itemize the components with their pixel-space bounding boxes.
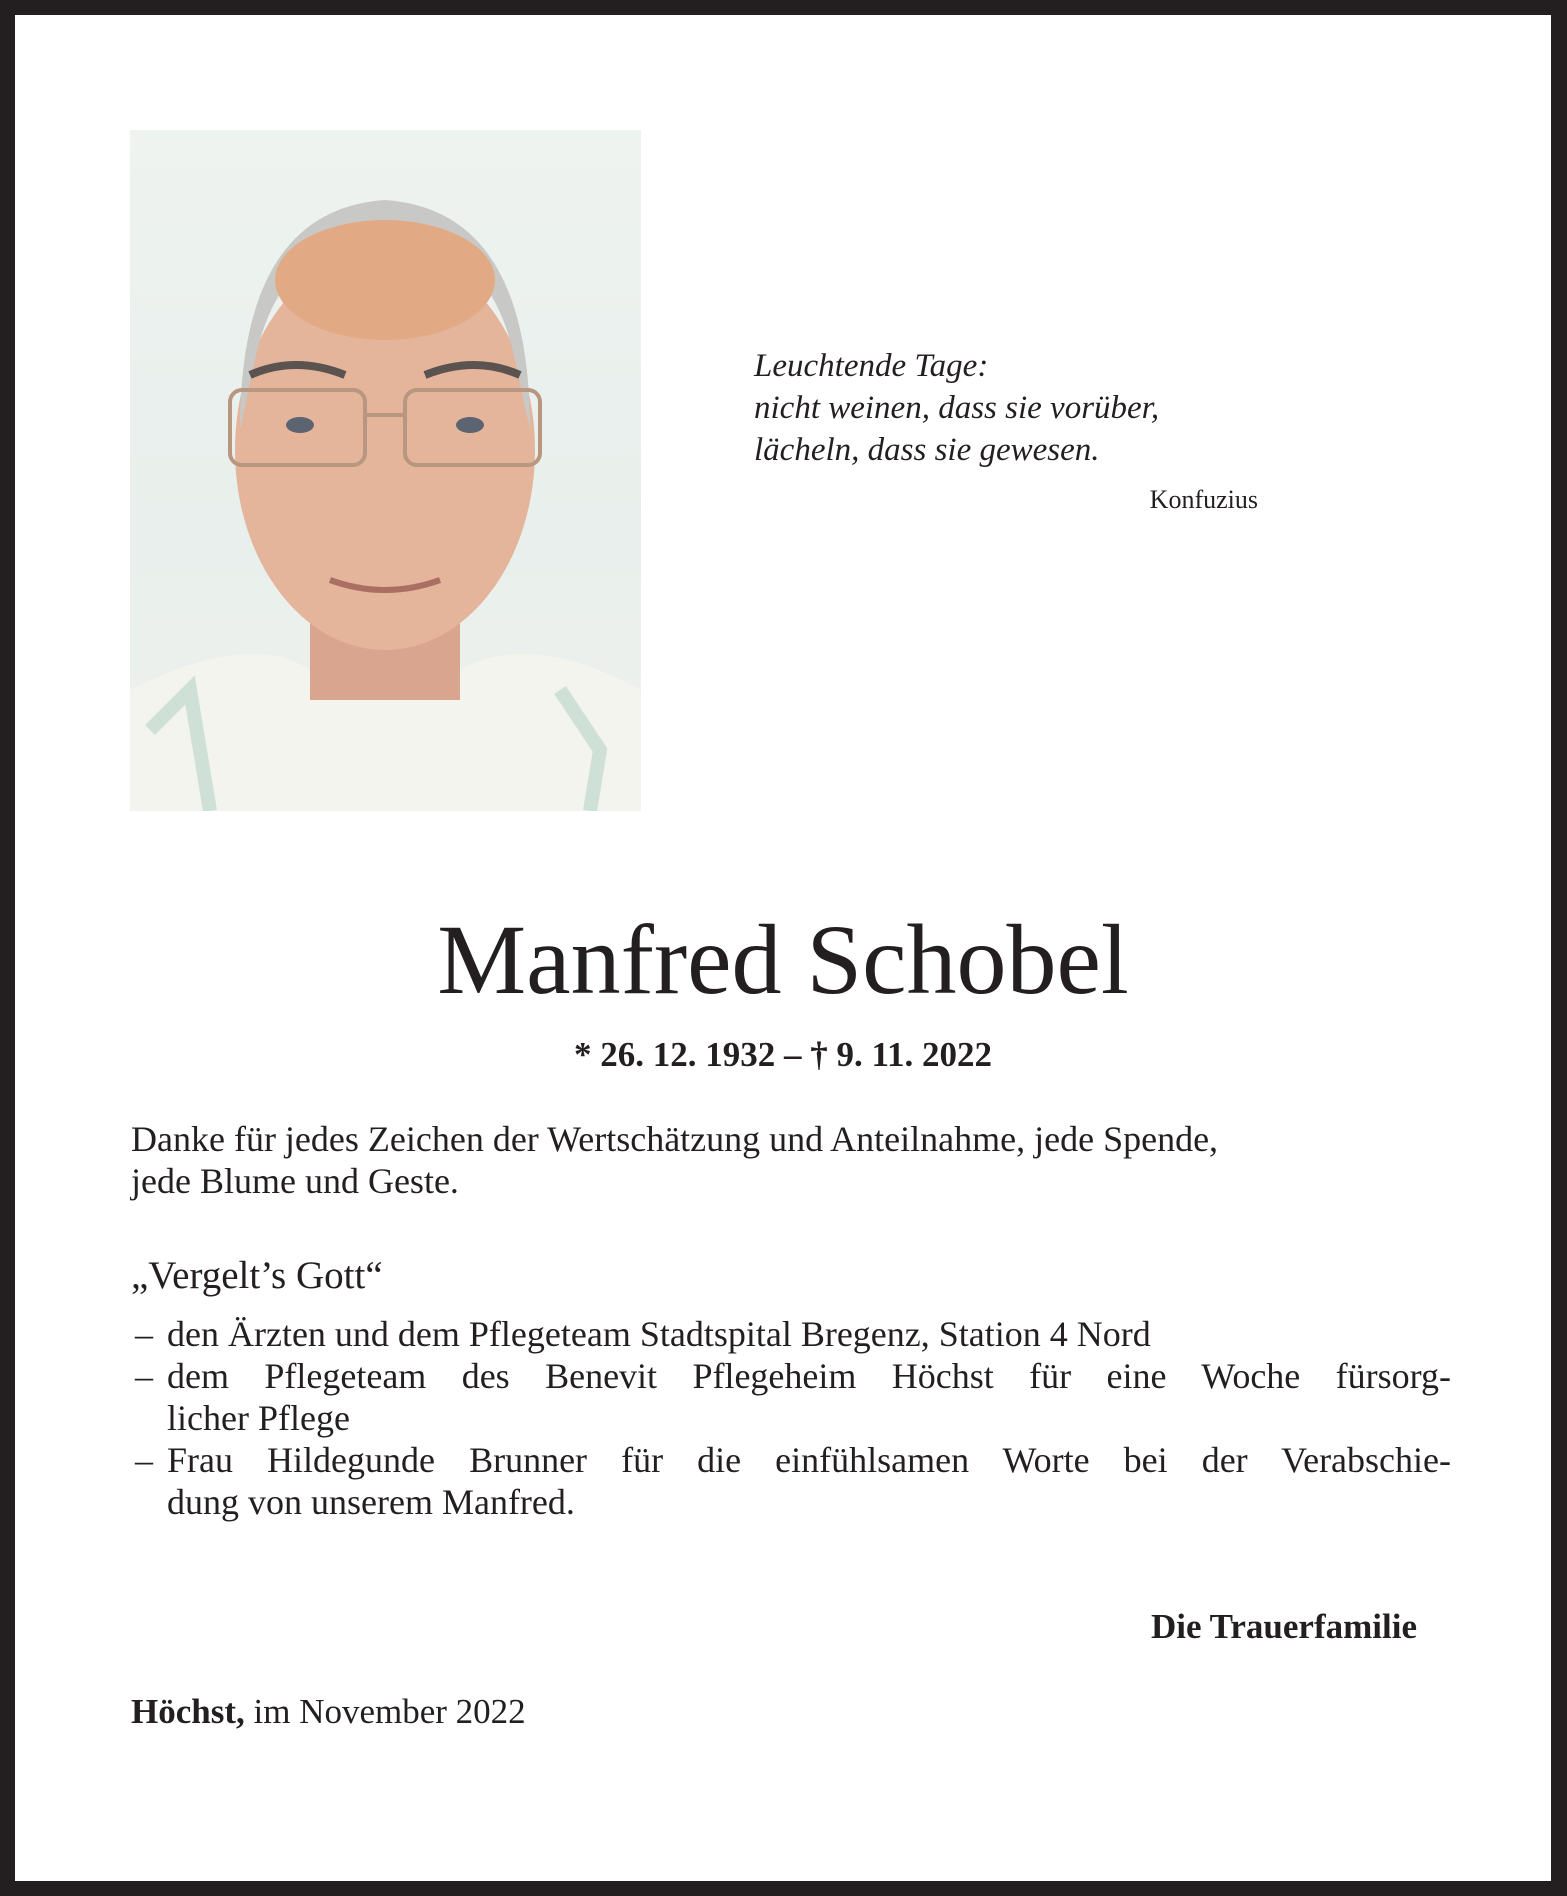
deceased-name: Manfred Schobel: [437, 904, 1129, 1015]
signature: Die Trauerfamilie: [1151, 1607, 1417, 1646]
thanks-list: [131, 1313, 1451, 1523]
text-line: licher Pflege: [167, 1398, 350, 1438]
text-line: dem Pflegeteam des Benevit Pflegeheim Höchst für eine Woche fürsorg-: [167, 1356, 1451, 1396]
list-item: [131, 1313, 1451, 1355]
town: Höchst,: [131, 1692, 245, 1731]
text-line: dung von unserem Manfred.: [167, 1482, 575, 1522]
thanks-title: „Vergelt’s Gott“: [131, 1254, 383, 1297]
place-date: [131, 1692, 526, 1732]
list-item: [131, 1439, 1451, 1523]
life-dates: * 26. 12. 1932 – † 9. 11. 2022: [573, 1035, 993, 1074]
text-line: den Ärzten und dem Pflegeteam Stadtspital Bregenz, Station 4 Nord: [167, 1314, 1151, 1354]
list-item: [131, 1355, 1451, 1439]
quote-author: Konfuzius: [1149, 485, 1258, 514]
thank-you-text: [131, 1118, 1218, 1202]
dash-bullet: –: [135, 1314, 153, 1354]
text-line: Danke für jedes Zeichen der Wertschätzung und Anteilnahme, jede Spende,: [131, 1119, 1219, 1159]
portrait-photo: [130, 130, 641, 811]
date-text: im November 2022: [253, 1692, 526, 1731]
dash-bullet: –: [135, 1356, 153, 1396]
quote: [754, 345, 1159, 471]
text-line: Frau Hildegunde Brunner für die einfühlsamen Worte bei der Verabschie-: [167, 1440, 1451, 1480]
quote-line: Leuchtende Tage:: [754, 348, 989, 384]
text-line: jede Blume und Geste.: [131, 1161, 459, 1201]
obituary-page: [15, 15, 1551, 1881]
dash-bullet: –: [135, 1440, 153, 1480]
quote-line: lächeln, dass sie gewesen.: [754, 432, 1100, 468]
quote-line: nicht weinen, dass sie vorüber,: [754, 390, 1160, 426]
